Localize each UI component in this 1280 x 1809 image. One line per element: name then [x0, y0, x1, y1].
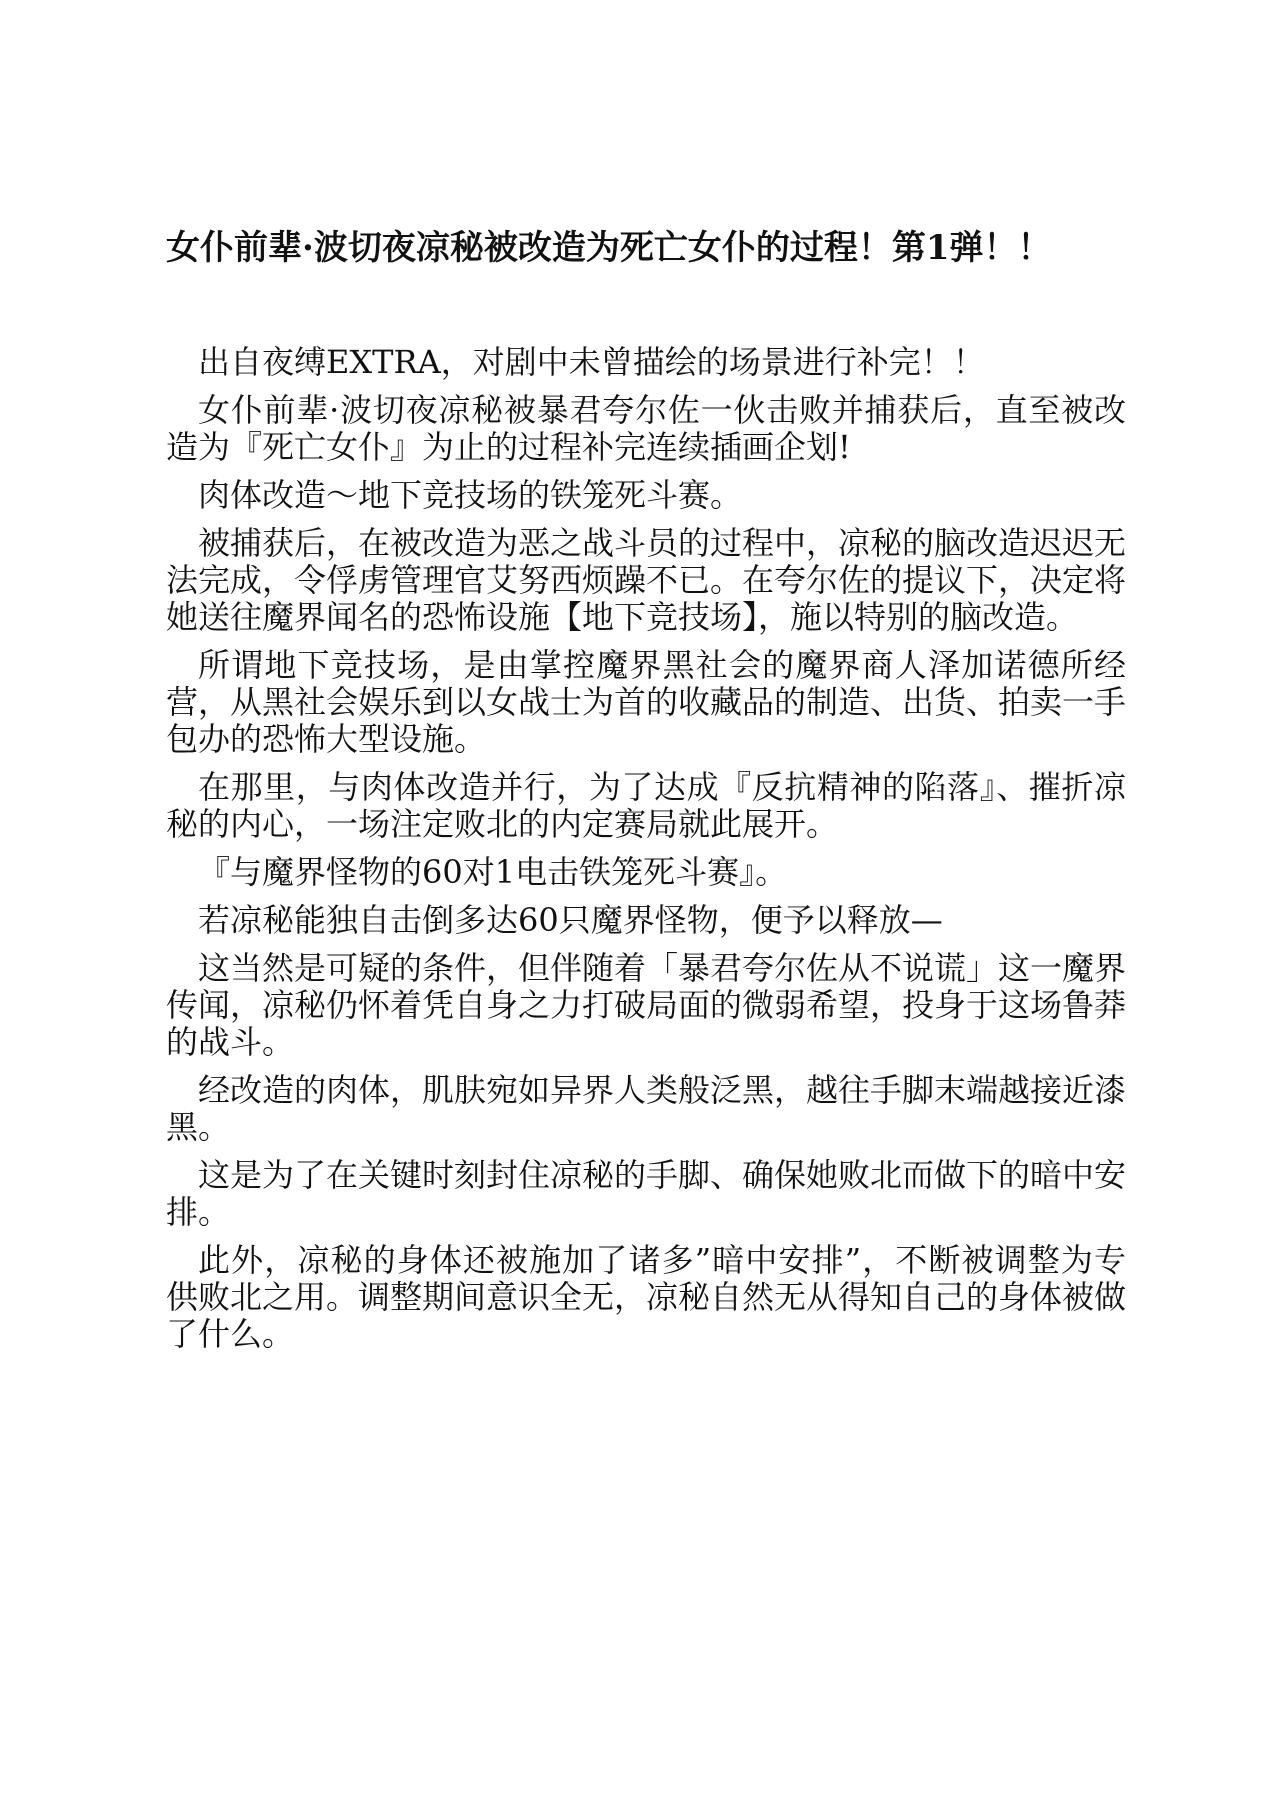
paragraph: 肉体改造～地下竞技场的铁笼死斗赛。 — [198, 476, 743, 514]
paragraph: 经改造的肉体，肌肤宛如异界人类般泛黑，越往手脚末端越接近漆黑。 — [166, 1071, 1127, 1146]
paragraph: 在那里，与肉体改造并行，为了达成『反抗精神的陷落』、摧折凉秘的内心，一场注定败北的内定赛局就此展开。 — [166, 768, 1126, 843]
document-title: 女仆前辈·波切夜凉秘被改造为死亡女仆的过程！第1弹！！ — [166, 228, 1052, 268]
paragraph: 『与魔界怪物的60对1电击铁笼死斗赛』。 — [198, 853, 788, 891]
paragraph: 女仆前辈·波切夜凉秘被暴君夸尔佐一伙击败并捕获后，直至被改造为『死亡女仆』为止的过程补完连续插画企划! — [166, 391, 1126, 466]
paragraph: 出自夜缚EXTRA，对剧中未曾描绘的场景进行补完！！ — [198, 343, 985, 381]
paragraph: 被捕获后，在被改造为恶之战斗员的过程中，凉秘的脑改造迟迟无法完成，令俘虏管理官艾努西烦躁不已。在夸尔佐的提议下，决定将她送往魔界闻名的恐怖设施【地下竞技场】，施以特别的脑改造。 — [166, 524, 1127, 636]
document-body — [166, 344, 1126, 1364]
paragraph: 此外，凉秘的身体还被施加了诸多”暗中安排”，不断被调整为专供败北之用。调整期间意识全无，凉秘自然无从得知自己的身体被做了什么。 — [166, 1241, 1127, 1353]
paragraph: 所谓地下竞技场，是由掌控魔界黑社会的魔界商人泽加诺德所经营，从黑社会娱乐到以女战士为首的收藏品的制造、出货、拍卖一手包办的恐怖大型设施。 — [166, 646, 1127, 758]
paragraph: 这当然是可疑的条件，但伴随着「暴君夸尔佐从不说谎」这一魔界传闻，凉秘仍怀着凭自身之力打破局面的微弱希望，投身于这场鲁莽的战斗。 — [166, 949, 1127, 1061]
paragraph: 若凉秘能独自击倒多达60只魔界怪物，便予以释放— — [198, 901, 943, 939]
paragraph: 这是为了在关键时刻封住凉秘的手脚、确保她败北而做下的暗中安排。 — [166, 1156, 1127, 1231]
